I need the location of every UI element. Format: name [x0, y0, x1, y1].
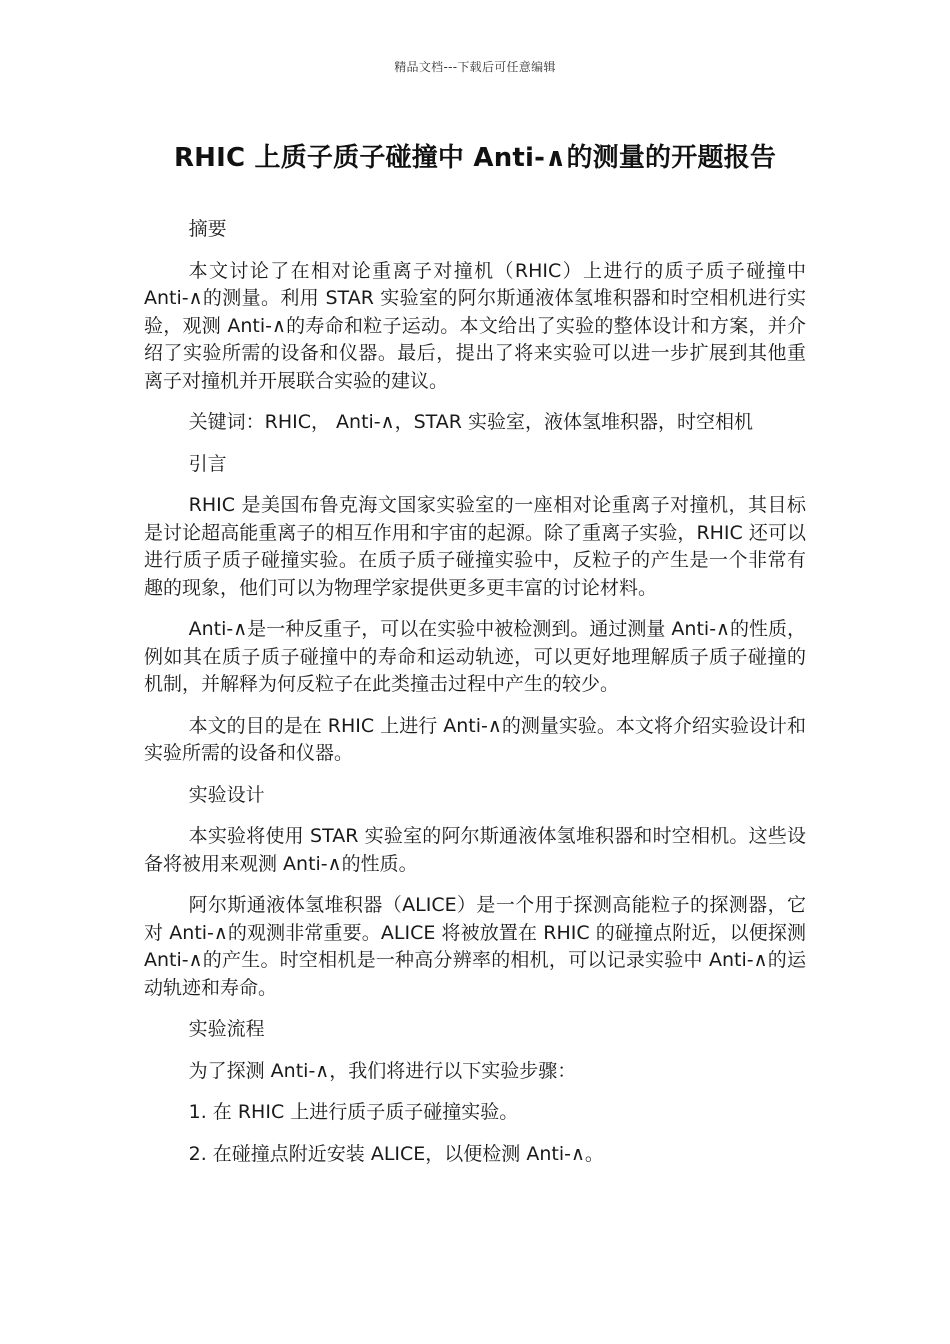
abstract-heading: 摘要 [188, 218, 227, 240]
intro-paragraph-2: Anti-∧是一种反重子，可以在实验中被检测到。通过测量 Anti-∧的性质，例如其在质子质子碰撞中的寿命和运动轨迹，可以更好地理解质子质子碰撞的机制，并解释为何反粒子在此类撞击过程中产生的较少。 [144, 618, 806, 695]
intro-heading: 引言 [188, 452, 227, 475]
abstract-paragraph: 本文讨论了在相对论重离子对撞机（RHIC）上进行的质子质子碰撞中 Anti-∧的测量。利用 STAR 实验室的阿尔斯通液体氢堆积器和时空相机进行实验，观测 Anti-∧的寿命和粒子运动。本文给出了实验的整体设计和方案，并介绍了实验所需的设备和仪器。最后，提出了将来实验可以进一步扩展到其他重离子对撞机并开展联合实验的建议。 [144, 259, 806, 392]
header-note: 精品文档---下载后可任意编辑 [394, 60, 556, 74]
design-heading: 实验设计 [188, 783, 265, 806]
document-title: RHIC 上质子质子碰撞中 Anti-∧的测量的开题报告 [173, 143, 777, 173]
procedure-step-2: 2. 在碰撞点附近安装 ALICE，以便检测 Anti-∧。 [188, 1142, 604, 1165]
design-paragraph-1: 本实验将使用 STAR 实验室的阿尔斯通液体氢堆积器和时空相机。这些设备将被用来观测 Anti-∧的性质。 [144, 825, 806, 875]
keywords-line: 关键词：RHIC， Anti-∧，STAR 实验室，液体氢堆积器，时空相机 [188, 411, 754, 433]
intro-paragraph-1: RHIC 是美国布鲁克海文国家实验室的一座相对论重离子对撞机，其目标是讨论超高能重离子的相互作用和宇宙的起源。除了重离子实验，RHIC 还可以进行质子质子碰撞实验。在质子质子碰撞实验中，反粒子的产生是一个非常有趣的现象，他们可以为物理学家提供更多更丰富的讨论材料。 [144, 494, 806, 599]
procedure-heading: 实验流程 [188, 1018, 265, 1040]
intro-paragraph-3: 本文的目的是在 RHIC 上进行 Anti-∧的测量实验。本文将介绍实验设计和实验所需的设备和仪器。 [144, 714, 806, 764]
procedure-step-1: 1. 在 RHIC 上进行质子质子碰撞实验。 [188, 1101, 519, 1123]
procedure-intro: 为了探测 Anti-∧，我们将进行以下实验步骤： [188, 1059, 577, 1082]
design-paragraph-2: 阿尔斯通液体氢堆积器（ALICE）是一个用于探测高能粒子的探测器，它对 Anti-∧的观测非常重要。ALICE 将被放置在 RHIC 的碰撞点附近，以便探测 Anti-∧的产生。时空相机是一种高分辨率的相机，可以记录实验中 Anti-∧的运动轨迹和寿命。 [144, 894, 806, 999]
document-body [144, 216, 806, 1182]
